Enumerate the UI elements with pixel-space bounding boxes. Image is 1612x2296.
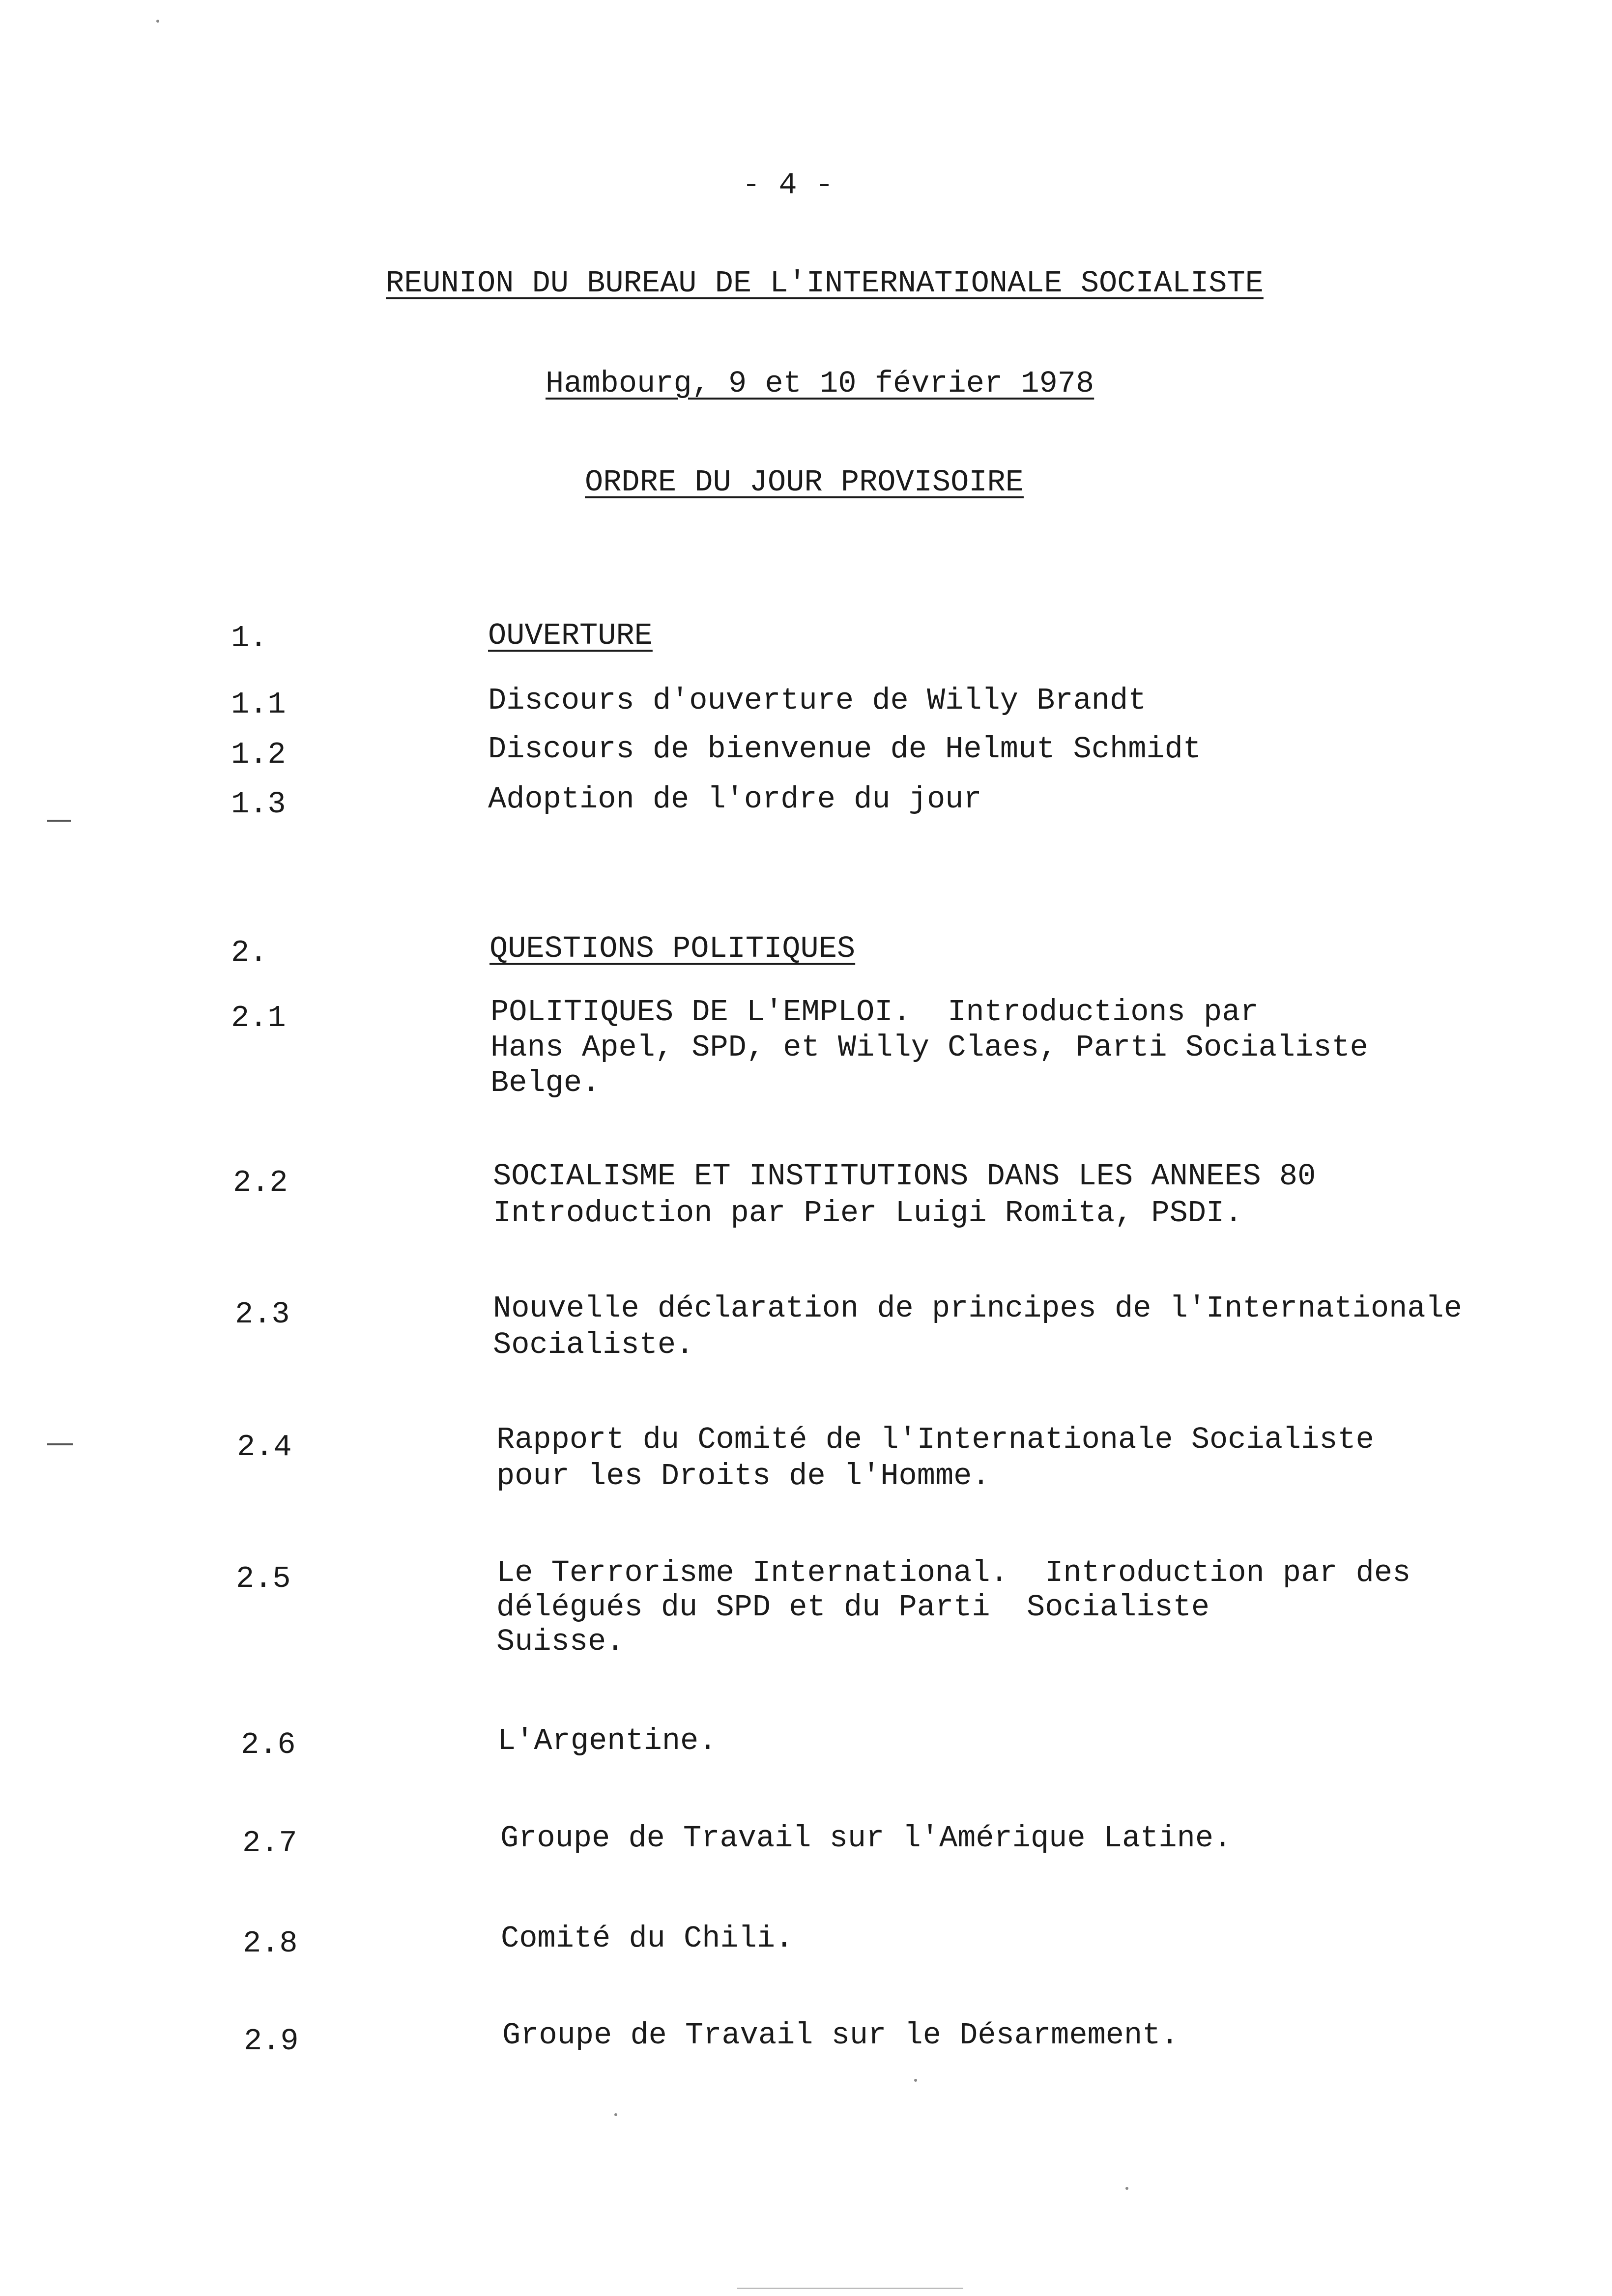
item-line: Groupe de Travail sur l'Amérique Latine.	[500, 1821, 1232, 1856]
item-line: Rapport du Comité de l'Internationale Socialiste	[496, 1422, 1374, 1457]
item-text: Discours de bienvenue de Helmut Schmidt	[488, 732, 1202, 767]
item-line: Groupe de Travail sur le Désarmement.	[502, 2018, 1179, 2053]
scan-speck	[914, 2079, 917, 2082]
page-number: - 4 -	[742, 168, 834, 202]
item-number: 2.3	[235, 1297, 290, 1332]
section-number: 1.	[231, 621, 268, 656]
item-number: 2.6	[241, 1727, 296, 1762]
item-line: Suisse.	[496, 1624, 625, 1659]
scan-speck	[156, 20, 159, 23]
scan-edge-mark	[737, 2288, 963, 2289]
item-text: Discours d'ouverture de Willy Brandt	[488, 683, 1147, 718]
item-line: L'Argentine.	[497, 1723, 717, 1758]
item-number: 2.1	[231, 1001, 286, 1035]
item-line: Le Terrorisme International. Introduction par des	[496, 1555, 1411, 1590]
item-number: 2.7	[242, 1826, 297, 1861]
margin-mark	[47, 1443, 73, 1445]
scan-speck	[1125, 2187, 1128, 2190]
item-line: délégués du SPD et du Parti Socialiste	[496, 1590, 1210, 1625]
agenda-subtitle: ORDRE DU JOUR PROVISOIRE	[585, 465, 1024, 500]
item-line: pour les Droits de l'Homme.	[496, 1459, 990, 1493]
section-heading: OUVERTURE	[488, 618, 653, 653]
item-number: 2.5	[236, 1561, 291, 1596]
margin-mark	[47, 820, 71, 822]
item-line: Hans Apel, SPD, et Willy Claes, Parti Socialiste	[490, 1030, 1368, 1065]
item-line: Belge.	[490, 1065, 601, 1100]
section-heading: QUESTIONS POLITIQUES	[489, 931, 856, 966]
item-number: 1.3	[231, 787, 286, 822]
item-number: 2.4	[237, 1430, 292, 1464]
item-line: Socialiste.	[493, 1327, 694, 1362]
item-line: Nouvelle déclaration de principes de l'Internationale	[493, 1291, 1462, 1326]
scan-speck	[614, 2113, 617, 2116]
item-line: Introduction par Pier Luigi Romita, PSDI.	[493, 1196, 1243, 1231]
document-title: REUNION DU BUREAU DE L'INTERNATIONALE SOCIALISTE	[386, 266, 1264, 301]
item-number: 1.1	[231, 687, 286, 722]
item-line: Comité du Chili.	[501, 1921, 794, 1956]
item-line: SOCIALISME ET INSTITUTIONS DANS LES ANNEES 80	[493, 1159, 1316, 1194]
item-text: Adoption de l'ordre du jour	[488, 782, 982, 817]
section-number: 2.	[231, 935, 268, 970]
item-line: POLITIQUES DE L'EMPLOI. Introductions par	[490, 995, 1259, 1030]
item-number: 2.9	[244, 2024, 299, 2059]
item-number: 1.2	[231, 737, 286, 772]
item-number: 2.2	[233, 1165, 288, 1200]
item-number: 2.8	[243, 1926, 298, 1961]
place-date: Hambourg, 9 et 10 février 1978	[546, 366, 1094, 401]
